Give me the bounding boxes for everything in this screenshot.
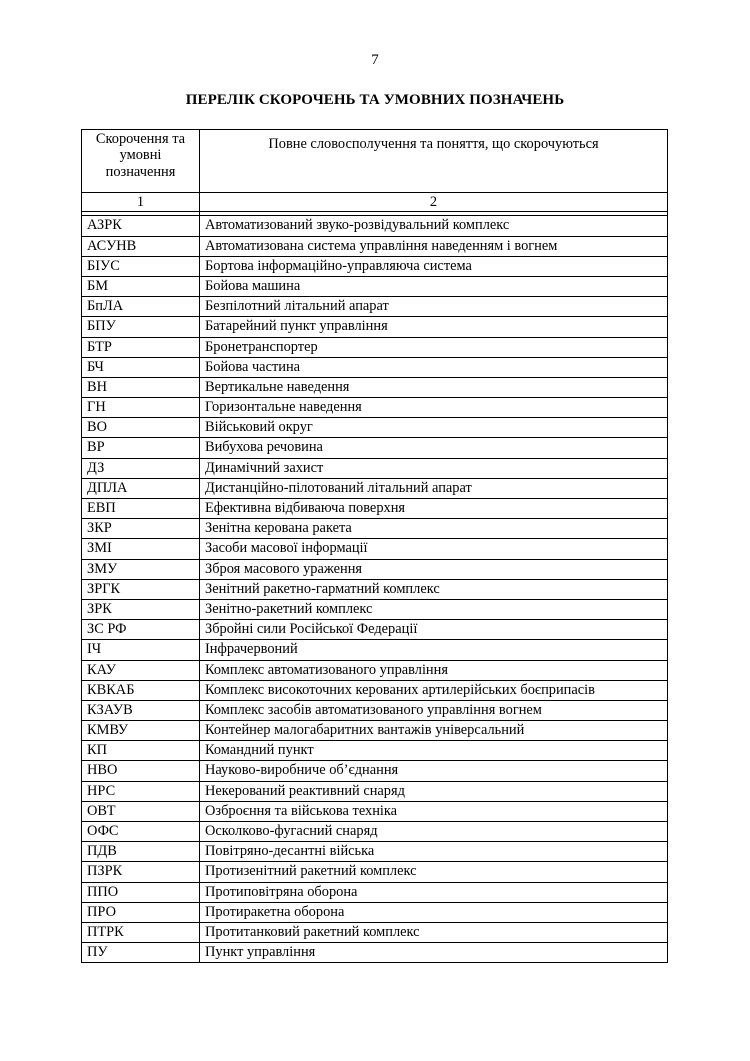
table-row <box>82 902 668 922</box>
table-row <box>82 337 668 357</box>
table-row <box>82 458 668 478</box>
full-term-cell: Бронетранспортер <box>200 337 668 357</box>
abbreviation-cell: ОФС <box>82 822 200 842</box>
full-term-cell: Автоматизований звуко-розвідувальний комплекс <box>200 216 668 236</box>
table-row <box>82 357 668 377</box>
header-full-term: Повне словосполучення та поняття, що скорочуються <box>200 130 668 193</box>
table-row <box>82 216 668 236</box>
full-term-cell: Протитанковий ракетний комплекс <box>200 922 668 942</box>
full-term-cell: Комплекс автоматизованого управління <box>200 660 668 680</box>
abbreviation-cell: ЗМІ <box>82 539 200 559</box>
table-row <box>82 579 668 599</box>
table-row <box>82 620 668 640</box>
full-term-cell: Осколково-фугасний снаряд <box>200 822 668 842</box>
table-row <box>82 781 668 801</box>
abbreviation-cell: НВО <box>82 761 200 781</box>
full-term-cell: Безпілотний літальний апарат <box>200 297 668 317</box>
table-header-row <box>82 130 668 193</box>
table-row <box>82 539 668 559</box>
table-row <box>82 599 668 619</box>
abbreviations-table <box>81 129 668 963</box>
full-term-cell: Протиракетна оборона <box>200 902 668 922</box>
table-row <box>82 943 668 963</box>
table-row <box>82 882 668 902</box>
table-row <box>82 418 668 438</box>
abbreviation-cell: ЕВП <box>82 499 200 519</box>
column-number-1: 1 <box>82 193 200 212</box>
full-term-cell: Збройні сили Російської Федерації <box>200 620 668 640</box>
full-term-cell: Динамічний захист <box>200 458 668 478</box>
abbreviation-cell: ПЗРК <box>82 862 200 882</box>
full-term-cell: Науково-виробниче об’єднання <box>200 761 668 781</box>
full-term-cell: Бортова інформаційно-управляюча система <box>200 256 668 276</box>
table-row <box>82 297 668 317</box>
table-row <box>82 499 668 519</box>
table-row <box>82 559 668 579</box>
abbreviation-cell: ЗМУ <box>82 559 200 579</box>
table-row <box>82 700 668 720</box>
full-term-cell: Пункт управління <box>200 943 668 963</box>
table-row <box>82 660 668 680</box>
abbreviation-cell: ВО <box>82 418 200 438</box>
abbreviation-cell: БпЛА <box>82 297 200 317</box>
abbreviation-cell: БМ <box>82 276 200 296</box>
full-term-cell: Вертикальне наведення <box>200 377 668 397</box>
table-row <box>82 801 668 821</box>
table-row <box>82 680 668 700</box>
full-term-cell: Протиповітряна оборона <box>200 882 668 902</box>
table-row <box>82 236 668 256</box>
full-term-cell: Озброєння та військова техніка <box>200 801 668 821</box>
full-term-cell: Батарейний пункт управління <box>200 317 668 337</box>
full-term-cell: Зенітний ракетно-гарматний комплекс <box>200 579 668 599</box>
abbreviation-cell: БІУС <box>82 256 200 276</box>
abbreviation-cell: НРС <box>82 781 200 801</box>
full-term-cell: Дистанційно-пілотований літальний апарат <box>200 478 668 498</box>
full-term-cell: Некерований реактивний снаряд <box>200 781 668 801</box>
full-term-cell: Бойова машина <box>200 276 668 296</box>
page-number: 7 <box>371 52 379 68</box>
full-term-cell: Зброя масового ураження <box>200 559 668 579</box>
table-row <box>82 398 668 418</box>
abbreviation-cell: АЗРК <box>82 216 200 236</box>
abbreviation-cell: ПДВ <box>82 842 200 862</box>
abbreviation-cell: ДПЛА <box>82 478 200 498</box>
abbreviation-cell: ЗРГК <box>82 579 200 599</box>
full-term-cell: Зенітна керована ракета <box>200 519 668 539</box>
abbreviation-cell: ВР <box>82 438 200 458</box>
table-row <box>82 862 668 882</box>
abbreviation-cell: БПУ <box>82 317 200 337</box>
full-term-cell: Бойова частина <box>200 357 668 377</box>
full-term-cell: Командний пункт <box>200 741 668 761</box>
table-row <box>82 317 668 337</box>
full-term-cell: Вибухова речовина <box>200 438 668 458</box>
abbreviation-cell: ЗС РФ <box>82 620 200 640</box>
table-row <box>82 721 668 741</box>
table-row <box>82 438 668 458</box>
full-term-cell: Засоби масової інформації <box>200 539 668 559</box>
full-term-cell: Інфрачервоний <box>200 640 668 660</box>
abbreviation-cell: ЗКР <box>82 519 200 539</box>
full-term-cell: Ефективна відбиваюча поверхня <box>200 499 668 519</box>
abbreviation-cell: КАУ <box>82 660 200 680</box>
table-row <box>82 922 668 942</box>
table-row <box>82 256 668 276</box>
abbreviation-cell: ГН <box>82 398 200 418</box>
abbreviation-cell: ЗРК <box>82 599 200 619</box>
abbreviation-cell: ПУ <box>82 943 200 963</box>
full-term-cell: Контейнер малогабаритних вантажів універсальний <box>200 721 668 741</box>
abbreviation-cell: ОВТ <box>82 801 200 821</box>
header-abbreviation: Скорочення та умовні позначення <box>82 130 200 193</box>
abbreviation-cell: ДЗ <box>82 458 200 478</box>
abbreviation-cell: ІЧ <box>82 640 200 660</box>
full-term-cell: Зенітно-ракетний комплекс <box>200 599 668 619</box>
full-term-cell: Автоматизована система управління наведенням і вогнем <box>200 236 668 256</box>
abbreviation-cell: КП <box>82 741 200 761</box>
table-row <box>82 276 668 296</box>
table-row <box>82 842 668 862</box>
abbreviation-cell: КВКАБ <box>82 680 200 700</box>
table-row <box>82 761 668 781</box>
full-term-cell: Військовий округ <box>200 418 668 438</box>
table-row <box>82 519 668 539</box>
table-row <box>82 741 668 761</box>
abbreviation-cell: ВН <box>82 377 200 397</box>
abbreviation-cell: ПТРК <box>82 922 200 942</box>
table-row <box>82 478 668 498</box>
abbreviation-cell: ППО <box>82 882 200 902</box>
abbreviation-cell: КЗАУВ <box>82 700 200 720</box>
abbreviation-cell: ПРО <box>82 902 200 922</box>
column-number-2: 2 <box>200 193 668 212</box>
table-row <box>82 377 668 397</box>
full-term-cell: Горизонтальне наведення <box>200 398 668 418</box>
full-term-cell: Протизенітний ракетний комплекс <box>200 862 668 882</box>
full-term-cell: Повітряно-десантні війська <box>200 842 668 862</box>
full-term-cell: Комплекс засобів автоматизованого управління вогнем <box>200 700 668 720</box>
table-row <box>82 822 668 842</box>
column-number-row <box>82 193 668 212</box>
abbreviation-cell: КМВУ <box>82 721 200 741</box>
abbreviation-cell: БТР <box>82 337 200 357</box>
full-term-cell: Комплекс високоточних керованих артилерійських боєприпасів <box>200 680 668 700</box>
abbreviation-cell: АСУНВ <box>82 236 200 256</box>
table-row <box>82 640 668 660</box>
abbreviation-cell: БЧ <box>82 357 200 377</box>
page-title: ПЕРЕЛІК СКОРОЧЕНЬ ТА УМОВНИХ ПОЗНАЧЕНЬ <box>185 92 565 108</box>
